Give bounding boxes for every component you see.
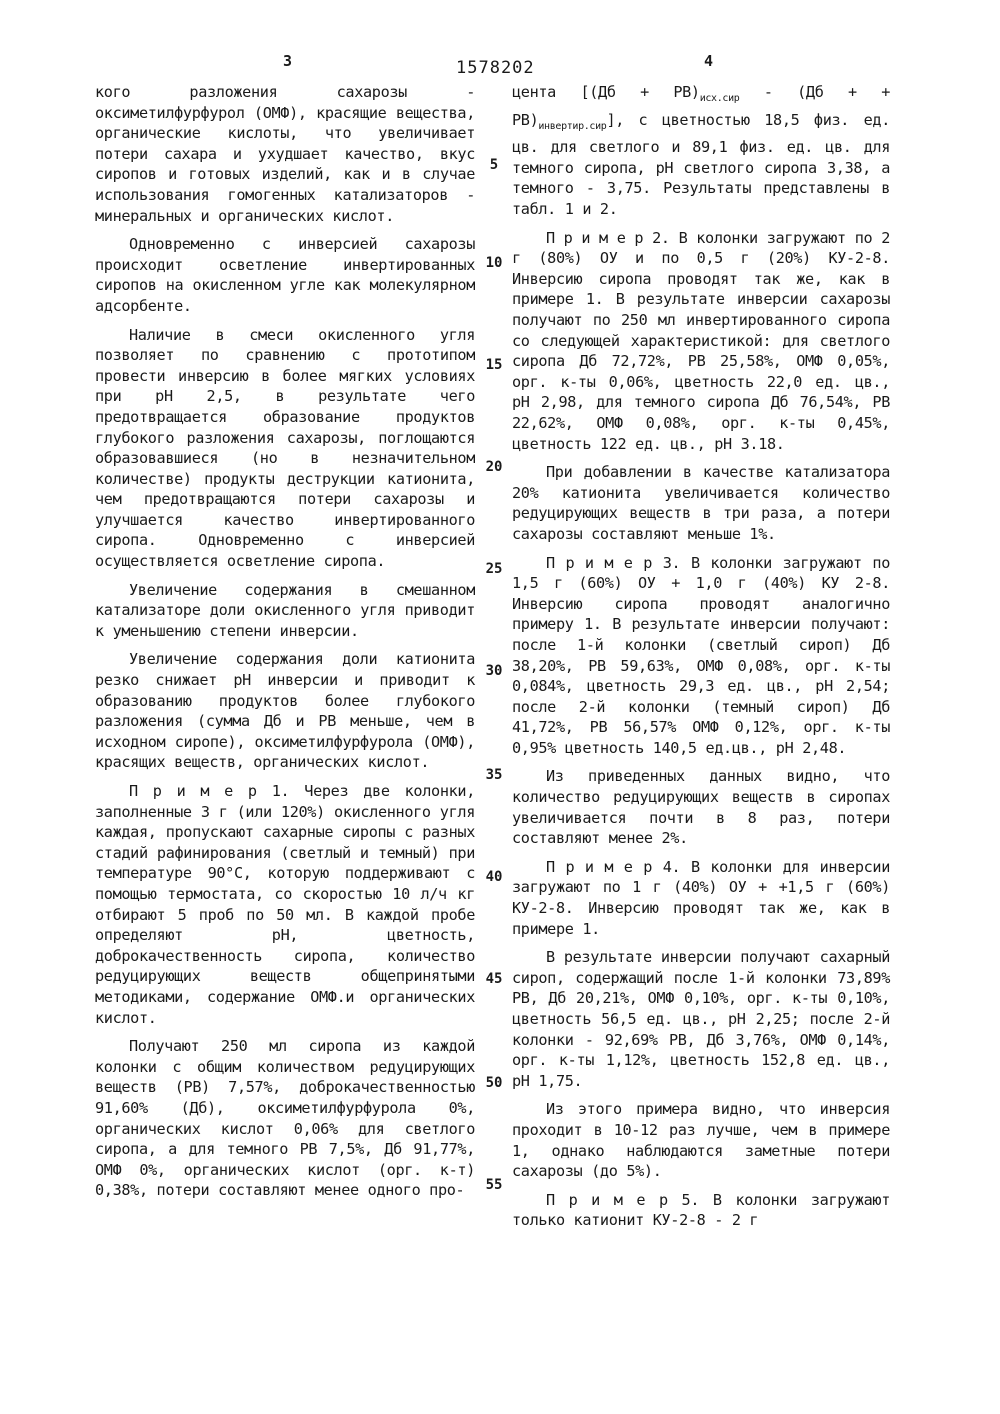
line-number: 50 <box>485 1075 503 1091</box>
formula-term-b: - (Дб + + РВ) <box>512 83 891 129</box>
paragraph: При добавлении в качестве катализатора 20% катионита увеличивается количество редуцирующих веществ в три раза, а потери сахарозы составляют меньше 1%. <box>512 463 890 543</box>
line-number: 40 <box>485 869 503 885</box>
line-number: 30 <box>485 663 503 679</box>
paragraph: Наличие в смеси окисленного угля позволяет по сравнению с прототипом провести инверсию в более мягких условиях при pH 2,5, в результате чего предотвращается образование продуктов глубокого разложения сахарозы, поглощаются образовавшиеся (но в незначительном количестве) продукты деструкции катионита, чем предотвращаются потери сахарозы и улучшается качество инвертированного сиропа. Одновременно с инверсией осуществляется осветление сиропа. <box>95 325 475 571</box>
formula-prefix: цента <box>512 83 556 101</box>
paragraph: Увеличение содержания доли катионита резко снижает pH инверсии и приводит к образованию продуктов более глубокого разложения (сумма Дб и РВ меньше, чем в исходном сиропе), оксиметилфурфурола (ОМФ), красящих веществ, органических кислот. <box>95 650 475 772</box>
page-number-left: 3 <box>283 52 293 70</box>
paragraph: Одновременно с инверсией сахарозы происходит осветление инвертированных сиропов на окисленном угле как молекулярном адсорбенте. <box>95 235 475 315</box>
formula-subscript-b: инвертир.сир <box>538 120 607 132</box>
formula-term-a: [(Дб + РВ) <box>580 83 700 101</box>
paragraph: Получают 250 мл сиропа из каждой колонки с общим количеством редуцирующих веществ (РВ) 7,57%, доброкачественностью 91,60% (Дб), оксиметилфурфурола 0%, органических кислот 0,06% для светлого сиропа, а для темного РВ 7,5%, Дб 91,77%, ОМФ 0%, органических кислот (орг. к-т) 0,38%, потери составляют менее одного про- <box>95 1037 475 1200</box>
right-column <box>512 82 890 1239</box>
example-5-paragraph: П р и м е р 5. В колонки загружают только катионит КУ-2-8 - 2 г <box>512 1190 890 1230</box>
paragraph: Увеличение содержания в смешанном катализаторе доли окисленного угля приводит к уменьшению степени инверсии. <box>95 580 475 640</box>
page-number-right: 4 <box>704 52 714 70</box>
line-number: 5 <box>489 157 499 173</box>
paragraph: Из этого примера видно, что инверсия проходит в 10-12 раз лучше, чем в примере 1, однако наблюдаются заметные потери сахарозы (до 5%). <box>512 1100 890 1181</box>
formula-tail: ], с цветностью 18,5 физ. ед. цв. для светлого и 89,1 физ. ед. цв. для темного сиропа, pH светлого сиропа 3,38, а темного - 3,75. Результаты представлены в табл. 1 и 2. <box>512 110 890 219</box>
example-1-paragraph: П р и м е р 1. Через две колонки, заполненные 3 г (или 120%) окисленного угля каждая, пропускают сахарные сиропы с разных стадий рафинирования (светлый и темный) при температуре 90°С, которую поддерживают с помощью термостата, со скоростью 10 л/ч кг отбирают 5 проб по 50 мл. В каждой пробе определяют pH, цветность, доброкачественность сиропа, количество редуцирующих веществ общепринятыми методиками, содержание ОМФ.и органических кислот. <box>95 782 475 1027</box>
line-number: 10 <box>485 255 503 271</box>
example-4-paragraph: П р и м е р 4. В колонки для инверсии загружают по 1 г (40%) ОУ + +1,5 г (60%) КУ-2-8. Инверсию проводят так же, как в примере 1. <box>512 857 890 938</box>
paragraph: кого разложения сахарозы - оксиметилфурфурол (ОМФ), красящие вещества, органические кислоты, что увеличивает потери сахара и ухудшает качество, вкус сиропов и готовых изделий, как и в случае использования гомогенных катализаторов - минеральных и органических кислот. <box>95 83 475 225</box>
left-column <box>95 82 475 1209</box>
formula-paragraph <box>512 82 890 220</box>
example-2-paragraph: П р и м е р 2. В колонки загружают по 2 г (80%) ОУ и по 0,5 г (20%) КУ-2-8. Инверсию сиропа проводят так же, как в примере 1. В результате инверсии сахарозы получают по 250 мл инвертированного сиропа со следующей характеристикой: для светлого сиропа Дб 72,72%, РВ 25,58%, ОМФ 0,05%, орг. к-ты 0,06%, цветность 22,0 ед. цв., pH 2,98, для темного сиропа Дб 76,54%, РВ 22,62%, ОМФ 0,08%, орг. к-ты 0,45%, цветность 122 ед. цв., pH 3.18. <box>512 228 890 453</box>
paragraph: В результате инверсии получают сахарный сироп, содержащий после 1-й колонки 73,89% РВ, Дб 20,21%, ОМФ 0,10%, орг. к-ты 0,10%, цветность 56,5 ед. цв., pH 2,25; после 2-й колонки - 92,69% РВ, Дб 3,76%, ОМФ 0,14%, орг. к-ты 1,12%, цветность 152,8 ед. цв., pH 1,75. <box>512 948 890 1090</box>
line-number: 15 <box>485 357 503 373</box>
line-number: 55 <box>485 1177 503 1193</box>
line-number: 35 <box>485 767 503 783</box>
line-number: 20 <box>485 459 503 475</box>
example-3-paragraph: П р и м е р 3. В колонки загружают по 1,5 г (60%) ОУ + 1,0 г (40%) КУ 2-8. Инверсию сиропа проводят аналогично примеру 1. В результате инверсии получают: после 1-й колонки (светлый сироп) Дб 38,20%, РВ 59,63%, ОМФ 0,08%, орг. к-ты 0,084%, цветность 29,3 ед. цв., pH 2,54; после 2-й колонки (темный сироп) Дб 41,72%, РВ 56,57% ОМФ 0,12%, орг. к-ты 0,95% цветность 140,5 ед.цв., pH 2,48. <box>512 553 890 757</box>
line-number: 25 <box>485 561 503 577</box>
line-number: 45 <box>485 971 503 987</box>
patent-number: 1578202 <box>456 58 535 78</box>
paragraph: Из приведенных данных видно, что количество редуцирующих веществ в сиропах увеличивается почти в 8 раз, потери составляют менее 2%. <box>512 767 890 848</box>
formula-subscript-a: исх.сир <box>699 93 740 105</box>
